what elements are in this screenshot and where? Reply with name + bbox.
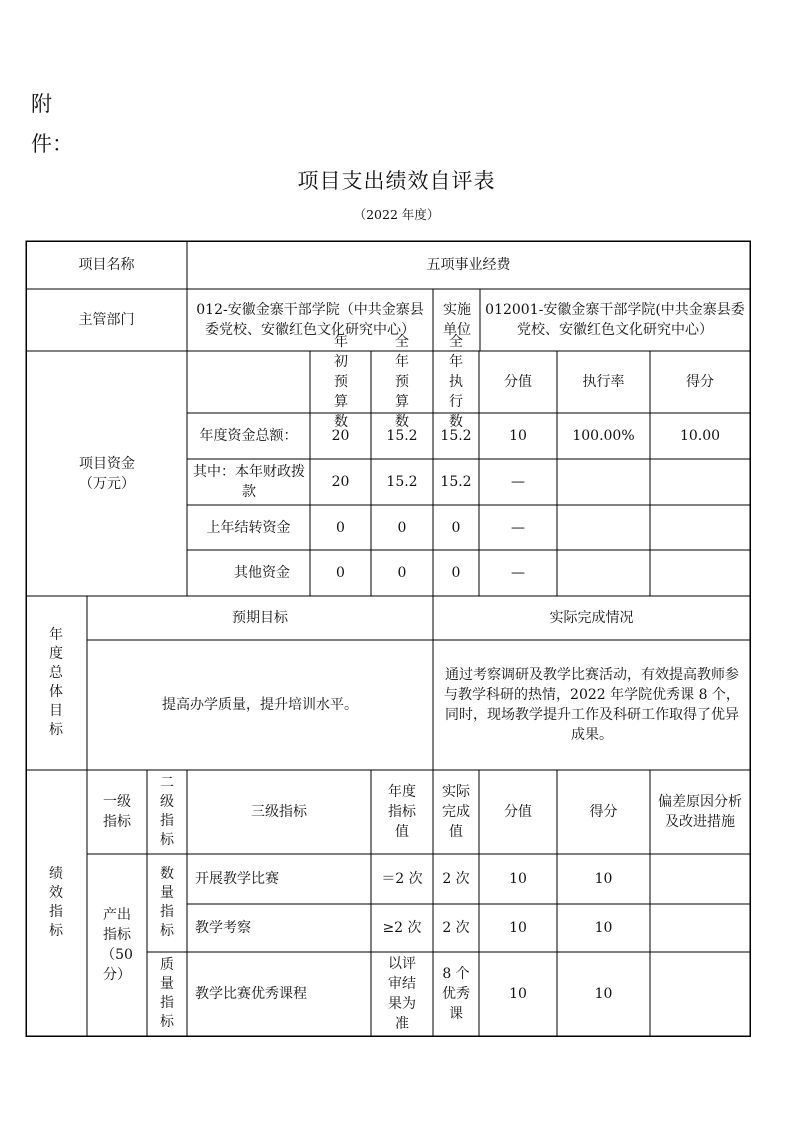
impl-unit-value: 012001-安徽金寨干部学院(中共金寨县委党校、安徽红色文化研究中心）: [485, 302, 745, 338]
funds-row-label: 上年结转资金: [206, 519, 291, 536]
funds-row-budget: 15.2: [386, 428, 418, 444]
funds-row-budget: 0: [397, 565, 407, 581]
dept-value: 012-安徽金寨干部学院（中共金寨县委党校、安徽红色文化研究中心）: [196, 302, 424, 338]
output-indicator-label: 产出指标（50分）: [101, 907, 133, 983]
funds-header-full-exec: 全年执行数: [449, 334, 463, 430]
indicator-row-actual: 2 次: [442, 920, 470, 936]
indicator-row-value: 10: [509, 986, 527, 1002]
indicator-row-annual: ＝2 次: [381, 871, 423, 887]
funds-header-full-budget: 全年预算数: [395, 334, 409, 430]
actual-goal-header: 实际完成情况: [549, 610, 634, 626]
funds-row-exec: 15.2: [440, 474, 472, 490]
funds-row-score: [650, 550, 750, 596]
form-title: 项目支出绩效自评表: [297, 169, 496, 193]
deviation-header: 偏差原因分析及改进措施: [658, 794, 742, 830]
form-year: （2022 年度）: [353, 207, 440, 222]
annual-value-header: 年度指标值: [388, 784, 416, 840]
indicator-row-score: 10: [594, 871, 613, 887]
funds-header-score: 得分: [686, 374, 714, 390]
project-name-value: 五项事业经费: [426, 257, 511, 273]
goals-section-label: 年度总体目标: [49, 627, 63, 738]
indicator-row-annual: ≥2 次: [382, 920, 422, 936]
indicators-section-label: 绩效指标: [49, 866, 63, 939]
attachment-label: 附件：: [31, 92, 73, 156]
funds-header-initial: 年初预算数: [334, 334, 348, 430]
funds-row-rate: 100.00%: [572, 428, 635, 444]
funds-row-initial: 0: [336, 565, 345, 581]
funds-row-rate: [557, 505, 650, 550]
funds-row-score: 10.00: [679, 428, 721, 444]
level3-header: 三级指标: [251, 804, 307, 820]
expected-goal-text: 提高办学质量，提升培训水平。: [162, 697, 358, 713]
actual-goal-text: 通过考察调研及教学比赛活动，有效提高教师参与教学科研的热情，2022 年学院优秀课 8 个，同时，现场教学提升工作及科研工作取得了优异成果。: [444, 667, 740, 743]
indicator-value-header: 分值: [504, 804, 532, 820]
funds-row-initial: 0: [336, 519, 345, 536]
actual-value-header: 实际完成值: [442, 784, 470, 840]
indicator-score-header: 得分: [589, 804, 618, 820]
funds-row-initial: 20: [331, 428, 350, 444]
funds-row-label: 其他资金: [234, 565, 290, 581]
indicator-row-name: 开展教学比赛: [195, 871, 279, 887]
project-name-label: 项目名称: [78, 257, 135, 273]
indicator-row-annual: 以评审结果为准: [388, 956, 416, 1032]
indicator-row-deviation: [650, 952, 750, 1036]
funds-section-label: 项目资金（万元）: [79, 455, 135, 492]
level2-header: 二级指标: [160, 775, 174, 848]
indicator-row-deviation: [650, 854, 750, 904]
funds-row-budget: 0: [397, 519, 407, 536]
funds-row-value: 10: [509, 428, 527, 444]
funds-row-score: [650, 505, 750, 550]
funds-row-value: —: [511, 519, 525, 536]
funds-row-value: —: [511, 565, 525, 581]
indicator-row-value: 10: [509, 871, 527, 887]
quantity-indicator-label: 数量指标: [160, 866, 174, 939]
funds-row-value: —: [511, 474, 525, 490]
indicator-row-score: 10: [594, 986, 613, 1002]
level1-header: 一级指标: [103, 794, 131, 830]
funds-row-budget: 15.2: [386, 474, 418, 490]
dept-label: 主管部门: [78, 312, 135, 328]
funds-row-exec: 0: [451, 519, 461, 536]
expected-goal-header: 预期目标: [232, 610, 288, 626]
quality-indicator-label: 质量指标: [160, 957, 174, 1030]
funds-row-label: 其中：本年财政拨款: [193, 464, 305, 500]
indicator-row-name: 教学比赛优秀课程: [195, 986, 307, 1002]
funds-row-rate: [557, 459, 650, 505]
funds-row-initial: 20: [331, 474, 350, 490]
funds-row-rate: [557, 550, 650, 596]
impl-unit-label: 实施单位: [443, 302, 471, 338]
funds-header-exec-rate: 执行率: [582, 374, 625, 390]
indicator-row-score: 10: [594, 920, 613, 936]
funds-row-score: [650, 459, 750, 505]
funds-header-score-value: 分值: [504, 374, 532, 390]
indicator-row-actual: 2 次: [442, 871, 470, 887]
indicator-row-name: 教学考察: [195, 920, 251, 936]
indicator-row-actual: 8 个优秀课: [442, 966, 470, 1022]
indicator-row-value: 10: [509, 920, 527, 936]
funds-row-label: 年度资金总额：: [199, 428, 298, 444]
indicator-row-deviation: [650, 904, 750, 952]
funds-row-exec: 15.2: [440, 428, 472, 444]
funds-row-exec: 0: [451, 565, 461, 581]
